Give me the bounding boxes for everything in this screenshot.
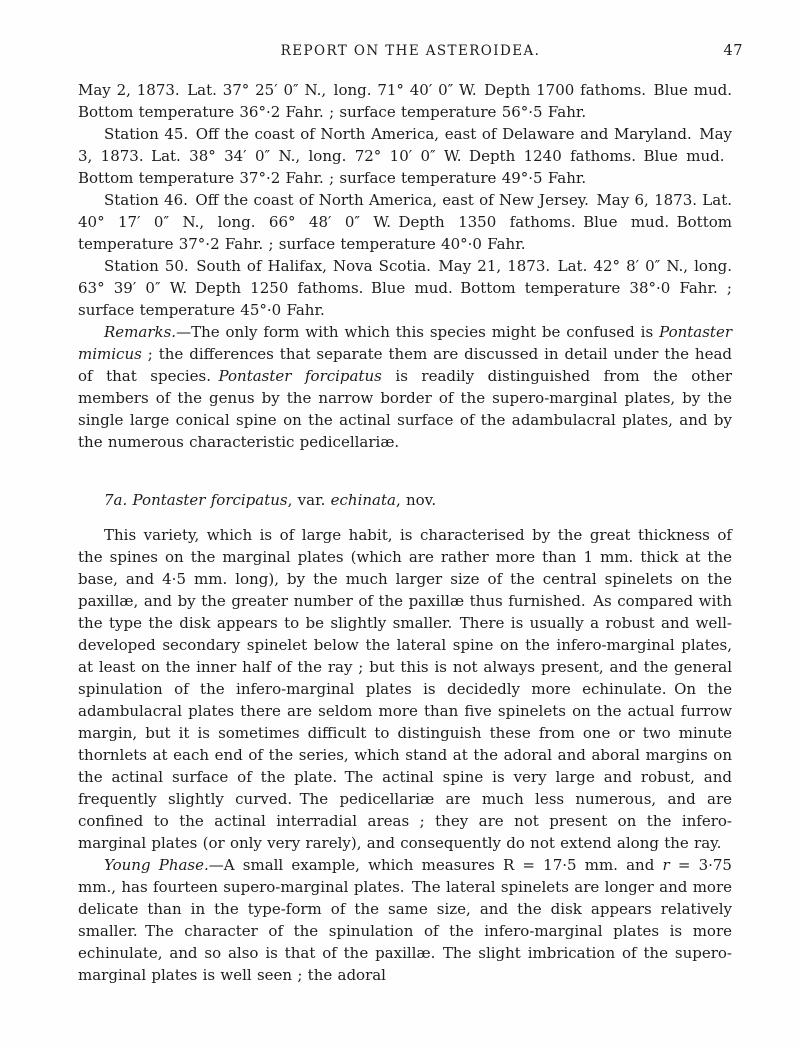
text-run: Station 50. South of Halifax, Nova Scotia. May 21, 1873. Lat. 42° 8′ 0″ N., long. 63° 39′ 0″ W. Depth 1250 fathoms. Blue mud. Bottom temperature 38°·0 Fahr. ; surface temperature 45°·0 Fahr.	[78, 257, 732, 319]
paragraph	[78, 79, 732, 123]
italic-text-run: r	[662, 856, 670, 874]
text-run: This variety, which is of large habit, is characterised by the great thickness of the spines on the marginal plates (which are rather more than 1 mm. thick at the base, and 4·5 mm. long), by the much larger size of the central spinelets on the paxillæ, and by the greater number of the paxillæ thus furnished. As compared with the type the disk appears to be slightly smaller. There is usually a robust and well-developed secondary spinelet below the lateral spine on the infero-marginal plates, at least on the inner half of the ray ; but this is not always present, and the general spinulation of the infero-marginal plates is decidedly more echinulate. On the adambulacral plates there are seldom more than five spinelets on the actual furrow margin, but it is sometimes difficult to distinguish these from one or two minute thornlets at each end of the series, which stand at the adoral and aboral margins on the actinal surface of the plate. The actinal spine is very large and robust, and frequently slightly curved. The pedicellariæ are much less numerous, and are confined to the actinal interradial areas ; they are not present on the infero-marginal plates (or only very rarely), and consequently do not extend along the ray.	[78, 526, 732, 852]
page-header	[78, 43, 743, 63]
paragraph	[78, 189, 732, 255]
page-number: 47	[723, 43, 743, 59]
text-run: is readily distinguished from the other members of the genus by the narrow border of the supero-marginal plates, by the single large conical spine on the actinal surface of the adambulacral plates, and by the numerous characteristic pedicellariæ.	[78, 367, 733, 451]
paragraph	[78, 321, 732, 453]
text-body	[78, 79, 732, 986]
italic-text-run: Young Phase.	[104, 856, 209, 874]
italic-text-run: Pontaster forcipatus	[218, 367, 382, 385]
italic-text-run: Pontaster mimicus	[78, 323, 732, 363]
italic-text-run: Remarks.	[104, 323, 177, 341]
paragraph	[78, 255, 732, 321]
text-run: Station 46. Off the coast of North America, east of New Jersey. May 6, 1873. Lat. 40° 17′ 0″ N., long. 66° 48′ 0″ W. Depth 1350 fathoms. Blue mud. Bottom temperature 37°·2 Fahr. ; surface temperature 40°·0 Fahr.	[78, 191, 732, 253]
italic-text-run: echinata	[330, 491, 396, 509]
text-run: —A small example, which measures R = 17·5 mm. and	[208, 856, 663, 874]
paragraph	[78, 854, 732, 986]
running-title: REPORT ON THE ASTEROIDEA.	[280, 43, 541, 59]
paragraph	[78, 524, 732, 854]
text-run: Station 45. Off the coast of North America, east of Delaware and Maryland. May 3, 1873. Lat. 38° 34′ 0″ N., long. 72° 10′ 0″ W. Depth 1240 fathoms. Blue mud. Bottom temperature 37°·2 Fahr. ; surface temperature 49°·5 Fahr.	[78, 125, 732, 187]
text-run: ; the differences that separate them are discussed in detail under the head of that species.	[78, 345, 732, 385]
text-run: , var.	[287, 491, 331, 509]
italic-text-run: 7a.	[104, 491, 128, 509]
text-run: , nov.	[395, 491, 437, 509]
text-run: May 2, 1873. Lat. 37° 25′ 0″ N., long. 71° 40′ 0″ W. Depth 1700 fathoms. Blue mud. Bottom temperature 36°·2 Fahr. ; surface temperature 56°·5 Fahr.	[78, 81, 732, 121]
text-run: = 3·75 mm., has fourteen supero-marginal plates. The lateral spinelets are longer and more delicate than in the type-form of the same size, and the disk appears relatively smaller. The character of the spinulation of the infero-marginal plates is more echinulate, and so also is that of the paxillæ. The slight imbrication of the supero-marginal plates is well seen ; the adoral	[78, 856, 732, 984]
italic-text-run: Pontaster forcipatus	[132, 491, 288, 509]
text-run: —The only form with which this species might be confused is	[176, 323, 660, 341]
paragraph	[78, 123, 732, 189]
section-heading	[78, 489, 732, 511]
